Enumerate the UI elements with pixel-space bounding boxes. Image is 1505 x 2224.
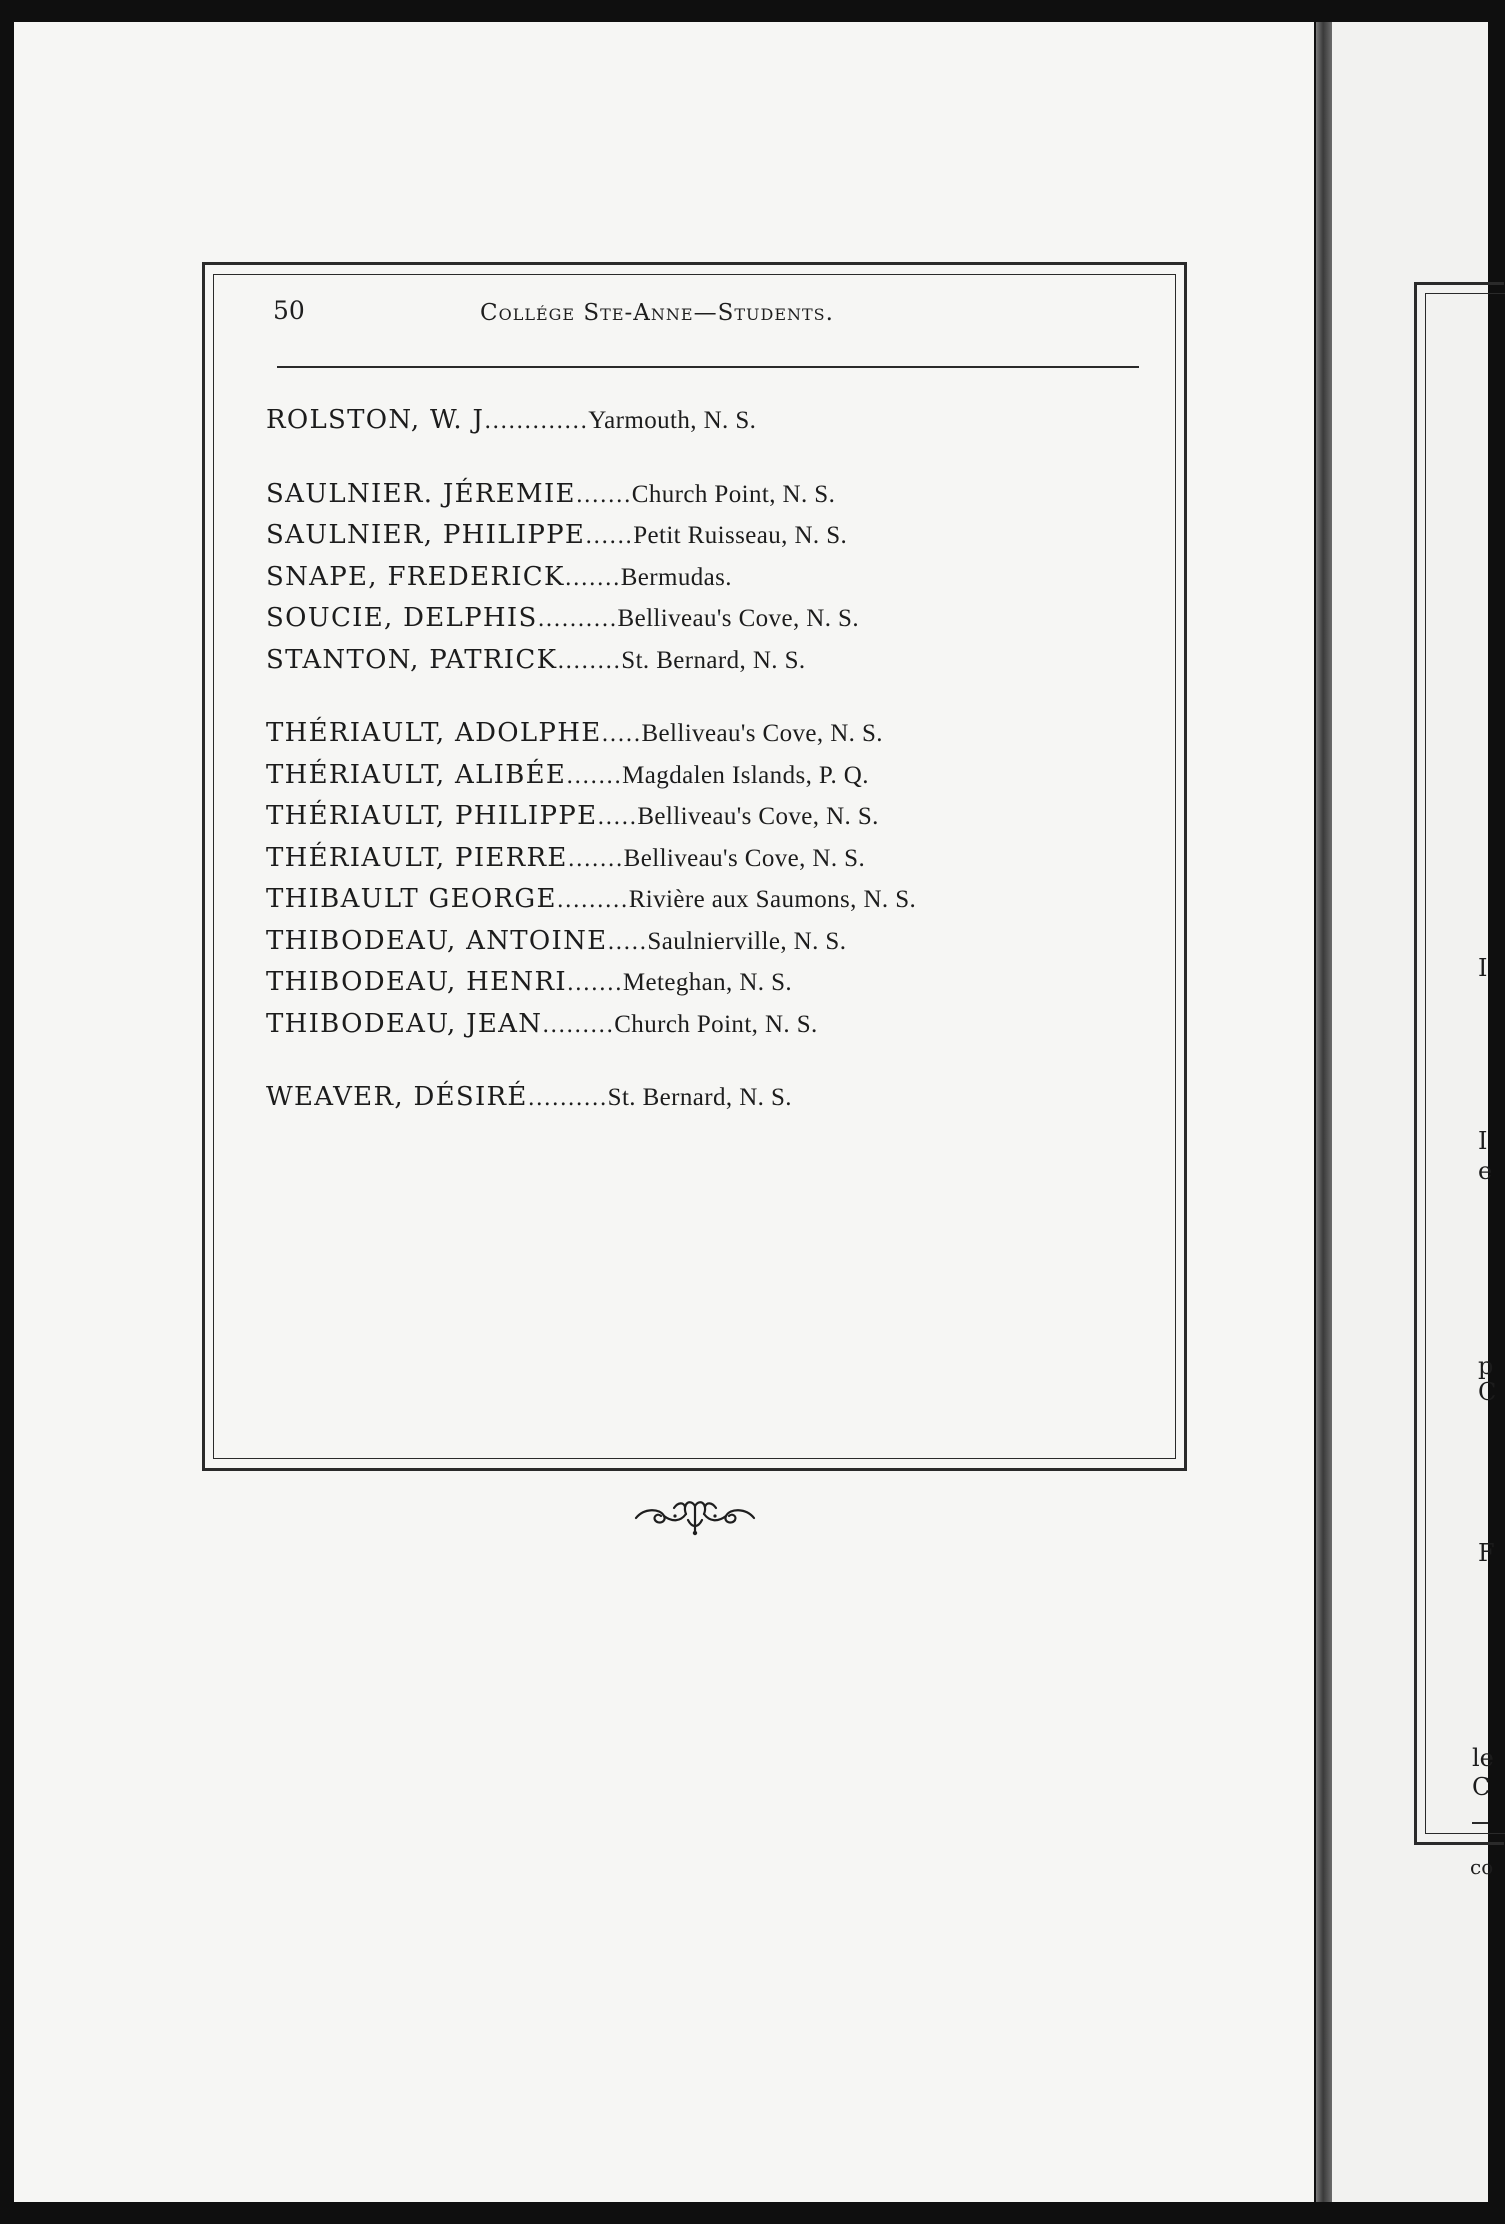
- student-entry: [266, 598, 1146, 640]
- facing-page-border-inner: [1425, 293, 1505, 1834]
- flourish-ornament-icon: [630, 1492, 760, 1536]
- student-hometown: Belliveau's Cove, N. S.: [617, 605, 859, 632]
- student-hometown: Yarmouth, N. S.: [588, 407, 757, 434]
- student-hometown: Saulnierville, N. S.: [647, 927, 847, 955]
- student-name: WEAVER, DÉSIRÉ: [266, 1082, 528, 1112]
- student-hometown: Magdalen Islands, P. Q.: [622, 761, 869, 789]
- student-hometown: Belliveau's Cove, N. S.: [623, 844, 866, 872]
- student-hometown: Bermudas.: [620, 563, 732, 591]
- dot-leader: ..........: [537, 607, 618, 632]
- student-name: SOUCIE, DELPHIS: [266, 603, 538, 633]
- student-name: SNAPE, FREDERICK: [266, 561, 565, 592]
- student-name: THIBODEAU, ANTOINE: [266, 925, 608, 956]
- facing-page-fragment: le: [1472, 1744, 1494, 1772]
- student-hometown: Petit Ruisseau, N. S.: [633, 522, 848, 549]
- student-name: SAULNIER. JÉREMIE: [266, 478, 576, 509]
- student-entry: [266, 474, 1146, 516]
- student-name: THÉRIAULT, PIERRE: [266, 842, 568, 873]
- facing-page-fragment: C: [1472, 1773, 1491, 1801]
- student-entry: [266, 962, 1146, 1004]
- student-entry: [266, 921, 1146, 963]
- student-entry: [266, 557, 1146, 599]
- header-rule: [277, 366, 1139, 368]
- book-gutter: [1316, 22, 1332, 2202]
- student-hometown: Belliveau's Cove, N. S.: [641, 720, 883, 747]
- student-name: THÉRIAULT, ALIBÉE: [266, 759, 567, 790]
- student-name: STANTON, PATRICK: [266, 644, 558, 675]
- dot-leader: .......: [564, 565, 621, 591]
- student-hometown: Belliveau's Cove, N. S.: [637, 803, 879, 830]
- student-list: [266, 400, 1146, 1119]
- dot-leader: .....: [597, 805, 638, 830]
- student-entry: [266, 838, 1146, 880]
- facing-page-fragment: F: [1478, 1539, 1495, 1567]
- dot-leader: .......: [575, 482, 632, 508]
- student-name: SAULNIER, PHILIPPE: [266, 520, 586, 550]
- student-entry: [266, 879, 1146, 921]
- facing-page-fragment: I: [1478, 954, 1488, 982]
- student-name: THÉRIAULT, PHILIPPE: [266, 801, 598, 831]
- facing-page-fragment: p: [1478, 1352, 1494, 1380]
- facing-page-fragment: e: [1478, 1157, 1493, 1185]
- dot-leader: .......: [566, 971, 623, 996]
- facing-page-fragment: I: [1478, 1127, 1488, 1155]
- student-entry: [266, 1077, 1146, 1119]
- dot-leader: ..........: [527, 1086, 608, 1111]
- dot-leader: .......: [567, 846, 624, 872]
- student-entry: [266, 1004, 1146, 1046]
- dot-leader: .....: [607, 929, 648, 955]
- running-head: Collége Ste-Anne—Students.: [480, 300, 834, 326]
- dot-leader: .........: [542, 1012, 615, 1038]
- student-name: THIBAULT GEORGE: [266, 884, 557, 914]
- student-name: ROLSTON, W. J: [266, 405, 485, 435]
- student-entry: [266, 796, 1146, 838]
- dot-leader: .........: [556, 888, 629, 913]
- dot-leader: .......: [566, 763, 623, 789]
- student-hometown: St. Bernard, N. S.: [607, 1084, 792, 1111]
- dot-leader: .............: [484, 409, 589, 434]
- student-hometown: Church Point, N. S.: [614, 1010, 818, 1038]
- facing-page-rule: [1472, 1822, 1488, 1824]
- student-name: THÉRIAULT, ADOLPHE: [266, 718, 602, 748]
- student-entry: [266, 755, 1146, 797]
- page-number: 50: [273, 296, 305, 325]
- dot-leader: ......: [585, 524, 634, 549]
- facing-page-fragment: co: [1470, 1855, 1494, 1879]
- student-hometown: Rivière aux Saumons, N. S.: [628, 886, 917, 913]
- facing-page-fragment: C: [1478, 1378, 1497, 1406]
- dot-leader: ........: [557, 648, 622, 674]
- student-entry: [266, 713, 1146, 755]
- student-name: THIBODEAU, JEAN: [266, 1008, 543, 1039]
- student-entry: [266, 400, 1146, 442]
- student-hometown: Meteghan, N. S.: [622, 969, 793, 996]
- student-entry: [266, 640, 1146, 682]
- student-hometown: Church Point, N. S.: [631, 480, 836, 508]
- dot-leader: .....: [601, 722, 642, 747]
- student-entry: [266, 515, 1146, 557]
- student-hometown: St. Bernard, N. S.: [621, 646, 806, 674]
- student-name: THIBODEAU, HENRI: [266, 967, 567, 997]
